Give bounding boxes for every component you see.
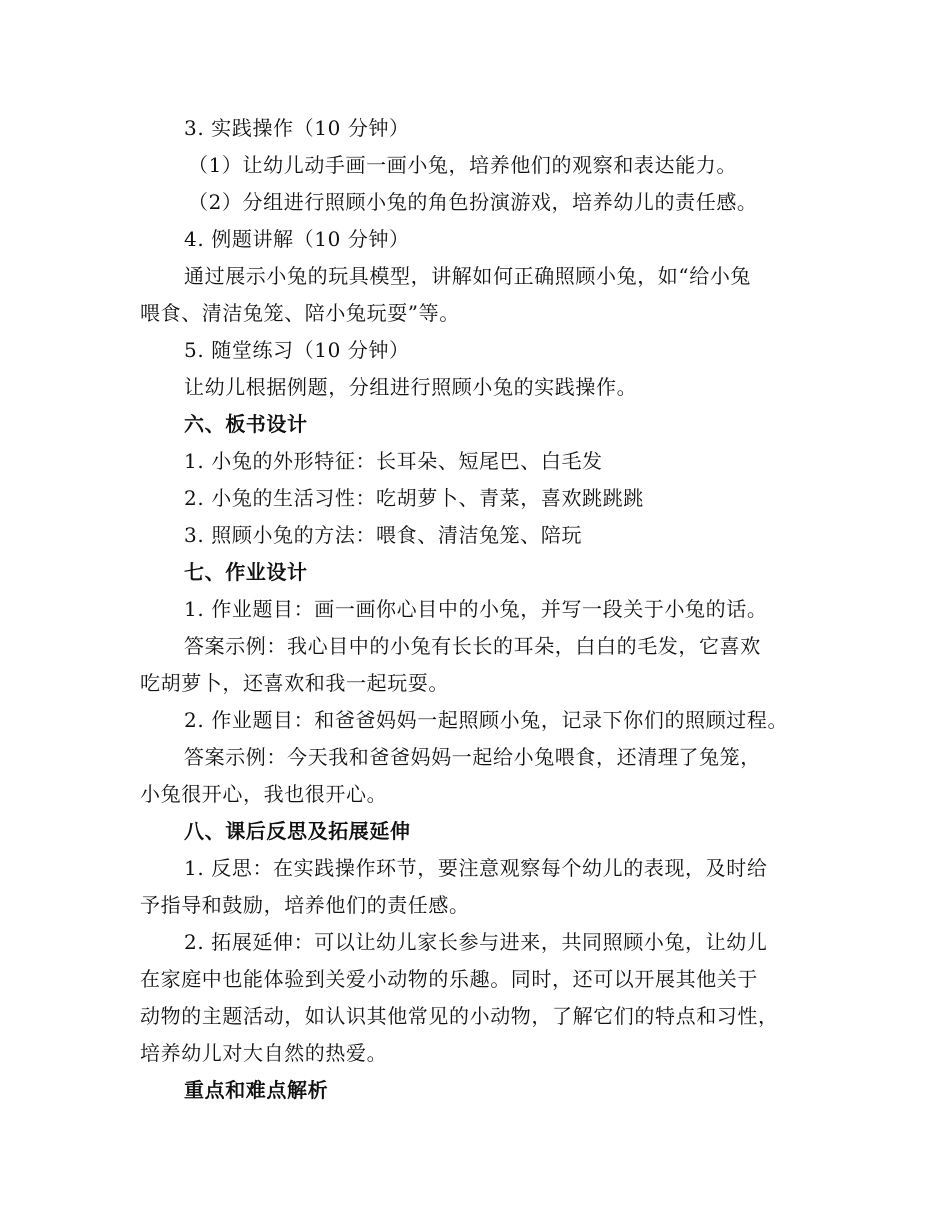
text-line-exercise-heading: 5. 随堂练习（10 分钟） (184, 338, 410, 362)
text-line-extension-a: 2. 拓展延伸：可以让幼儿家长参与进来，共同照顾小兔，让幼儿 (184, 930, 768, 954)
text-line-example-body-2: 喂食、清洁兔笼、陪小兔玩耍”等。 (140, 301, 460, 325)
text-line-blackboard-1: 1. 小兔的外形特征：长耳朵、短尾巴、白毛发 (184, 449, 603, 473)
text-line-homework-2: 2. 作业题目：和爸爸妈妈一起照顾小兔，记录下你们的照顾过程。 (184, 708, 789, 732)
text-line-answer-1a: 答案示例：我心目中的小兔有长长的耳朵，白白的毛发，它喜欢 (184, 634, 761, 658)
text-line-practice-heading: 3. 实践操作（10 分钟） (184, 116, 410, 140)
section-heading-key-points: 重点和难点解析 (184, 1078, 329, 1102)
text-line-reflection-1b: 予指导和鼓励，培养他们的责任感。 (140, 893, 470, 917)
text-line-blackboard-2: 2. 小兔的生活习性：吃胡萝卜、青菜，喜欢跳跳跳 (184, 486, 644, 510)
text-line-practice-item-1: （1）让幼儿动手画一画小兔，培养他们的观察和表达能力。 (188, 153, 737, 177)
text-line-reflection-1a: 1. 反思：在实践操作环节，要注意观察每个幼儿的表现，及时给 (184, 856, 768, 880)
section-heading-reflection: 八、课后反思及拓展延伸 (184, 819, 411, 843)
text-line-answer-1b: 吃胡萝卜，还喜欢和我一起玩耍。 (140, 671, 449, 695)
text-line-extension-d: 培养幼儿对大自然的热爱。 (140, 1041, 388, 1065)
section-heading-homework: 七、作业设计 (184, 560, 308, 584)
text-line-practice-item-2: （2）分组进行照顾小兔的角色扮演游戏，培养幼儿的责任感。 (188, 190, 758, 214)
text-line-answer-2b: 小兔很开心，我也很开心。 (140, 782, 388, 806)
text-line-extension-b: 在家庭中也能体验到关爱小动物的乐趣。同时，还可以开展其他关于 (140, 967, 758, 991)
text-line-example-body-1: 通过展示小兔的玩具模型，讲解如何正确照顾小兔，如“给小兔 (184, 264, 752, 288)
text-line-extension-c: 动物的主题活动，如认识其他常见的小动物，了解它们的特点和习性， (140, 1004, 779, 1028)
section-heading-blackboard: 六、板书设计 (184, 412, 308, 436)
text-line-exercise-body: 让幼儿根据例题，分组进行照顾小兔的实践操作。 (184, 375, 638, 399)
text-line-answer-2a: 答案示例：今天我和爸爸妈妈一起给小兔喂食，还清理了兔笼， (184, 745, 761, 769)
text-line-example-heading: 4. 例题讲解（10 分钟） (184, 227, 410, 251)
text-line-homework-1: 1. 作业题目：画一画你心目中的小兔，并写一段关于小兔的话。 (184, 597, 768, 621)
text-line-blackboard-3: 3. 照顾小兔的方法：喂食、清洁兔笼、陪玩 (184, 523, 583, 547)
